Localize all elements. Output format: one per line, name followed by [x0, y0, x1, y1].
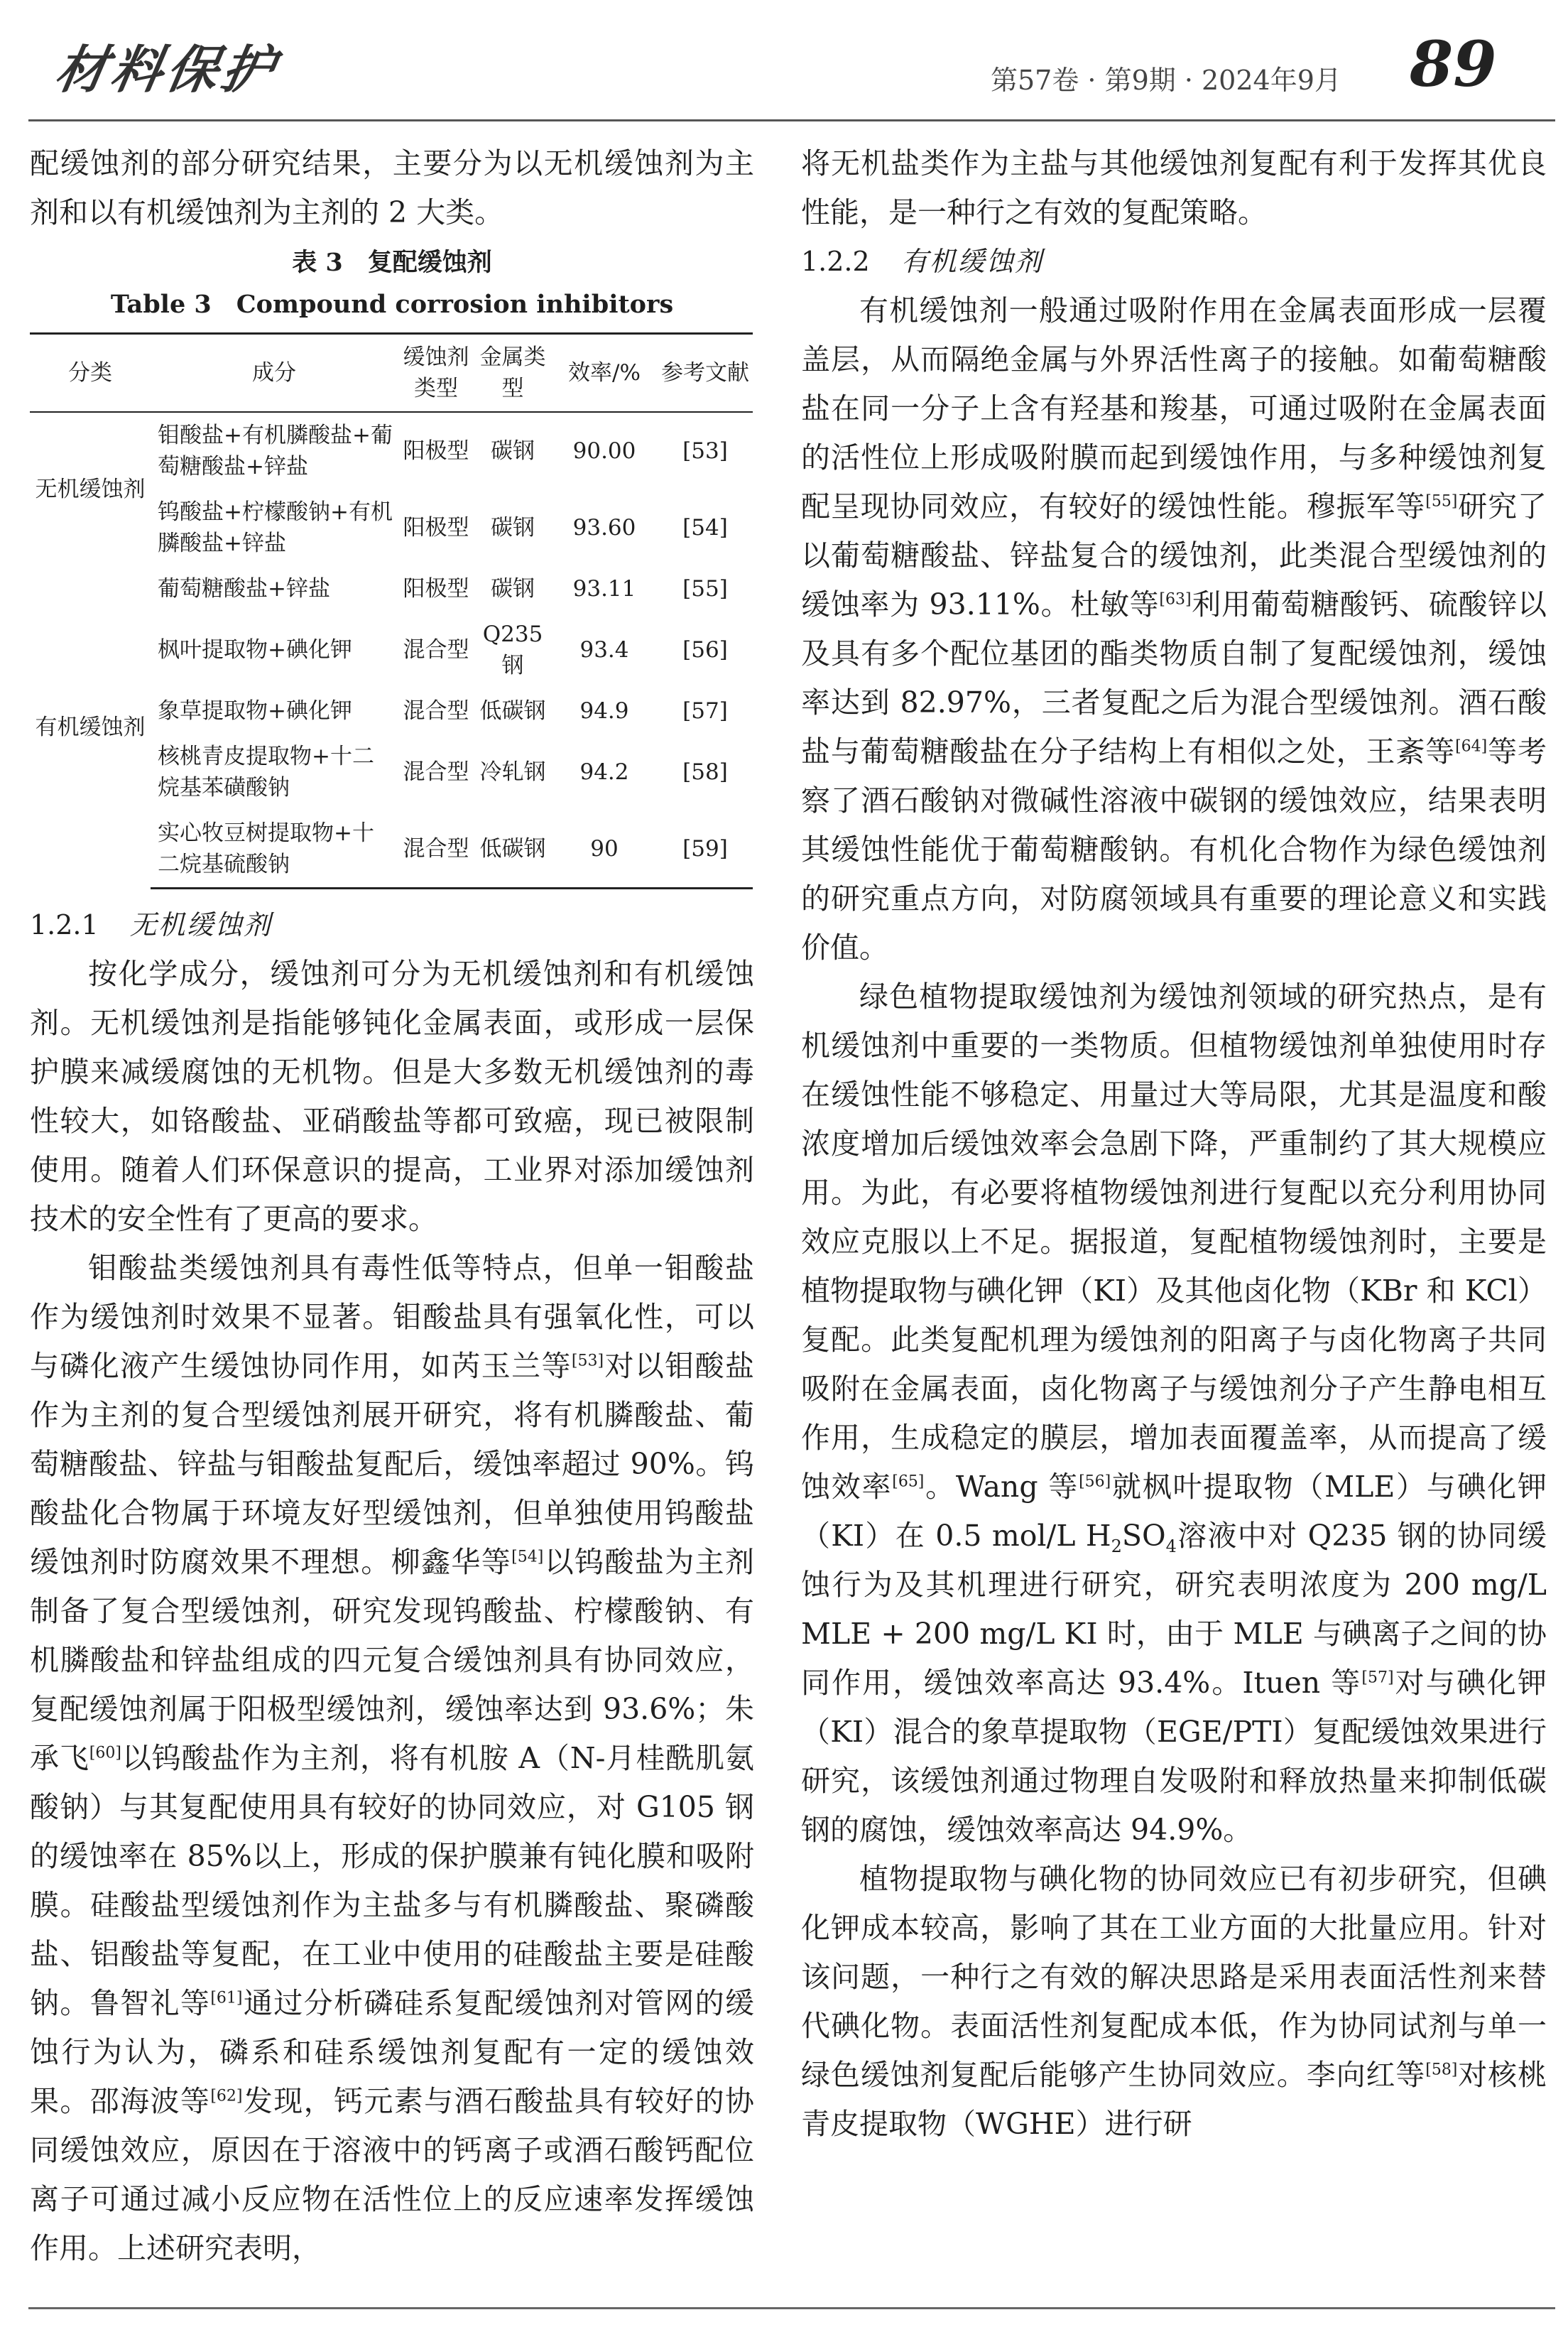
citation: [62]	[210, 2087, 243, 2105]
type-cell: 阳极型	[403, 515, 469, 541]
metal-cell: 冷轧钢	[479, 759, 546, 785]
type-cell: 混合型	[403, 637, 469, 663]
body-paragraph: 植物提取物与碘化物的协同效应已有初步研究，但碘化钾成本较高，影响了其在工业方面的大批量应用。针对该问题，一种行之有效的解决思路是采用表面活性剂来替代碘化物。表面活性剂复配成本低，作为协同试剂与单一绿色缓蚀剂复配后能够产生协同效应。李向红等[58]对核桃青皮提取物（WGHE）进行研	[801, 1862, 1547, 2141]
efficiency-cell: 90	[551, 810, 658, 889]
category-cell: 有机缓蚀剂	[35, 714, 146, 740]
citation: [64]	[1455, 737, 1488, 756]
right-column	[801, 139, 1547, 2149]
type-cell: 混合型	[398, 810, 474, 889]
component-cell: 实心牧豆树提取物+十二烷基硫酸钠	[151, 810, 398, 889]
body-paragraph: 有机缓蚀剂一般通过吸附作用在金属表面形成一层覆盖层，从而隔绝金属与外界活性离子的接触。如葡萄糖酸盐在同一分子上含有羟基和羧基，可通过吸附在金属表面的活性位上形成吸附膜而起到缓蚀作用，与多种缓蚀剂复配呈现协同效应，有较好的缓蚀性能。穆振军等[55]研究了以葡萄糖酸盐、锌盐复合的缓蚀剂，此类混合型缓蚀剂的缓蚀率为 93.11%。杜敏等[63]利用葡萄糖酸钙、硫酸锌以及具有多个配位基团的酯类物质自制了复配缓蚀剂，缓蚀率达到 82.97%，三者复配之后为混合型缓蚀剂。酒石酸盐与葡萄糖酸盐在分子结构上有相似之处，王紊等[64]等考察了酒石酸钠对微碱性溶液中碳钢的缓蚀效应，结果表明其缓蚀性能优于葡萄糖酸钠。有机化合物作为绿色缓蚀剂的研究重点方向，对防腐领域具有重要的理论意义和实践价值。	[801, 293, 1547, 965]
metal-cell: 低碳钢	[474, 810, 551, 889]
efficiency-cell: 93.60	[572, 515, 636, 541]
type-cell: 混合型	[403, 698, 469, 724]
body-paragraph: 将无机盐类作为主盐与其他缓蚀剂复配有利于发挥其优良性能，是一种行之有效的复配策略。	[801, 146, 1547, 229]
header-reference: 参考文献	[658, 334, 753, 413]
metal-cell: 碳钢	[491, 438, 535, 464]
issue-info: 第57卷 · 第9期 · 2024年9月	[991, 65, 1341, 96]
header-efficiency: 效率/%	[551, 334, 658, 413]
type-cell: 阳极型	[403, 576, 469, 602]
section-heading-1-2-1	[30, 901, 754, 950]
citation: [63]	[1159, 590, 1192, 609]
citation: [60]	[89, 1744, 121, 1762]
citation: [58]	[1425, 2061, 1458, 2079]
footer-rule	[28, 2307, 1555, 2309]
table-caption-en: Table 3 Compound corrosion inhibitors	[110, 290, 674, 319]
table-row	[30, 412, 753, 489]
component-cell: 核桃青皮提取物+十二烷基苯磺酸钠	[158, 744, 374, 801]
table-caption-cn: 表 3 复配缓蚀剂	[292, 248, 492, 277]
journal-logo: 材料保护	[50, 39, 283, 99]
efficiency-cell: 93.11	[572, 576, 636, 602]
citation: [57]	[1361, 1669, 1394, 1687]
efficiency-cell: 90.00	[572, 438, 636, 464]
efficiency-cell: 94.9	[579, 698, 629, 724]
type-cell: 阳极型	[403, 438, 469, 464]
header-component: 成分	[151, 334, 398, 413]
metal-cell: 碳钢	[491, 576, 535, 602]
section-heading-1-2-2	[801, 237, 1547, 286]
citation: [54]	[511, 1548, 544, 1566]
type-cell: 混合型	[403, 759, 469, 785]
reference-cell: [55]	[682, 576, 728, 602]
section-title: 无机缓蚀剂	[129, 909, 272, 940]
body-paragraph: 钼酸盐类缓蚀剂具有毒性低等特点，但单一钼酸盐作为缓蚀剂时效果不显著。钼酸盐具有强氧化性，可以与磷化液产生缓蚀协同作用，如芮玉兰等[53]对以钼酸盐作为主剂的复合型缓蚀剂展开研究，将有机膦酸盐、葡萄糖酸盐、锌盐与钼酸盐复配后，缓蚀率超过 90%。钨酸盐化合物属于环境友好型缓蚀剂，但单独使用钨酸盐缓蚀剂时防腐效果不理想。柳鑫华等[54]以钨酸盐为主剂制备了复合型缓蚀剂，研究发现钨酸盐、柠檬酸钠、有机膦酸盐和锌盐组成的四元复合缓蚀剂具有协同效应，复配缓蚀剂属于阳极型缓蚀剂，缓蚀率达到 93.6%；朱承飞[60]以钨酸盐作为主剂，将有机胺 A（N-月桂酰肌氨酸钠）与其复配使用具有较好的协同效应，对 G105 钢的缓蚀率在 85%以上，形成的保护膜兼有钝化膜和吸附膜。硅酸盐型缓蚀剂作为主盐多与有机膦酸盐、聚磷酸盐、铝酸盐等复配，在工业中使用的硅酸盐主要是硅酸钠。鲁智礼等[61]通过分析磷硅系复配缓蚀剂对管网的缓蚀行为认为，磷系和硅系缓蚀剂复配有一定的缓蚀效果。邵海波等[62]发现，钙元素与酒石酸盐具有较好的协同缓蚀效应，原因在于溶液中的钙离子或酒石酸钙配位离子可通过减小反应物在活性位上的反应速率发挥缓蚀作用。上述研究表明，	[30, 1251, 755, 2265]
reference-cell: [58]	[682, 759, 728, 785]
citation: [61]	[210, 1989, 243, 2007]
efficiency-cell: 93.4	[579, 637, 629, 663]
header-inhibitor-type: 缓蚀剂类型	[398, 334, 474, 413]
category-cell: 无机缓蚀剂	[35, 477, 146, 502]
reference-cell: [54]	[682, 515, 728, 541]
table-row	[30, 566, 753, 612]
reference-cell: [53]	[682, 438, 728, 464]
citation: [55]	[1425, 492, 1458, 511]
citation: [56]	[1079, 1473, 1111, 1491]
left-column	[30, 139, 754, 2273]
compound-inhibitor-table	[30, 332, 753, 889]
component-cell: 枫叶提取物+碘化钾	[158, 637, 352, 663]
reference-cell: [56]	[682, 637, 728, 663]
page-number: 89	[1410, 27, 1497, 101]
citation: [53]	[571, 1352, 604, 1370]
section-number: 1.2.1	[30, 909, 99, 940]
metal-cell: Q235 钢	[482, 622, 543, 678]
table-header-row	[30, 334, 753, 413]
component-cell: 葡萄糖酸盐+锌盐	[158, 576, 330, 602]
citation: [65]	[892, 1473, 925, 1491]
page-header	[0, 0, 1568, 124]
body-paragraph: 绿色植物提取缓蚀剂为缓蚀剂领域的研究热点，是有机缓蚀剂中重要的一类物质。但植物缓蚀剂单独使用时存在缓蚀性能不够稳定、用量过大等局限，尤其是温度和酸浓度增加后缓蚀效率会急剧下降，严重制约了其大规模应用。为此，有必要将植物缓蚀剂进行复配以充分利用协同效应克服以上不足。据报道，复配植物缓蚀剂时，主要是植物提取物与碘化钾（KI）及其他卤化物（KBr 和 KCl）复配。此类复配机理为缓蚀剂的阳离子与卤化物离子共同吸附在金属表面，卤化物离子与缓蚀剂分子产生静电相互作用，生成稳定的膜层，增加表面覆盖率，从而提高了缓蚀效率[65]。Wang 等[56]就枫叶提取物（MLE）与碘化钾（KI）在 0.5 mol/L $H_2SO_4$溶液中对 Q235 钢的协同缓蚀行为及其机理进行研究，研究表明浓度为 200 mg/L MLE + 200 mg/L KI 时，由于 MLE 与碘离子之间的协同作用，缓蚀效率高达 93.4%。Ituen 等[57]对与碘化钾（KI）混合的象草提取物（EGE/PTI）复配缓蚀效果进行研究，该缓蚀剂通过物理自发吸附和释放热量来抑制低碳钢的腐蚀，缓蚀效率高达 94.9%。	[801, 980, 1547, 1847]
header-category: 分类	[30, 334, 151, 413]
component-cell: 钼酸盐+有机膦酸盐+葡萄糖酸盐+锌盐	[158, 423, 393, 479]
reference-cell: [57]	[682, 698, 728, 724]
header-rule	[28, 119, 1555, 121]
intro-paragraph: 配缓蚀剂的部分研究结果，主要分为以无机缓蚀剂为主剂和以有机缓蚀剂为主剂的 2 大类。	[30, 146, 754, 229]
component-cell: 钨酸盐+柠檬酸钠+有机膦酸盐+锌盐	[158, 499, 393, 556]
metal-cell: 低碳钢	[479, 698, 546, 724]
section-title: 有机缓蚀剂	[900, 246, 1043, 277]
section-number: 1.2.2	[801, 246, 870, 277]
component-cell: 象草提取物+碘化钾	[158, 698, 352, 724]
body-paragraph: 按化学成分，缓蚀剂可分为无机缓蚀剂和有机缓蚀剂。无机缓蚀剂是指能够钝化金属表面，或形成一层保护膜来减缓腐蚀的无机物。但是大多数无机缓蚀剂的毒性较大，如铬酸盐、亚硝酸盐等都可致癌，现已被限制使用。随着人们环保意识的提高，工业界对添加缓蚀剂技术的安全性有了更高的要求。	[30, 957, 754, 1236]
metal-cell: 碳钢	[491, 515, 535, 541]
efficiency-cell: 94.2	[579, 759, 629, 785]
reference-cell: [59]	[658, 810, 753, 889]
header-metal-type: 金属类型	[474, 334, 551, 413]
